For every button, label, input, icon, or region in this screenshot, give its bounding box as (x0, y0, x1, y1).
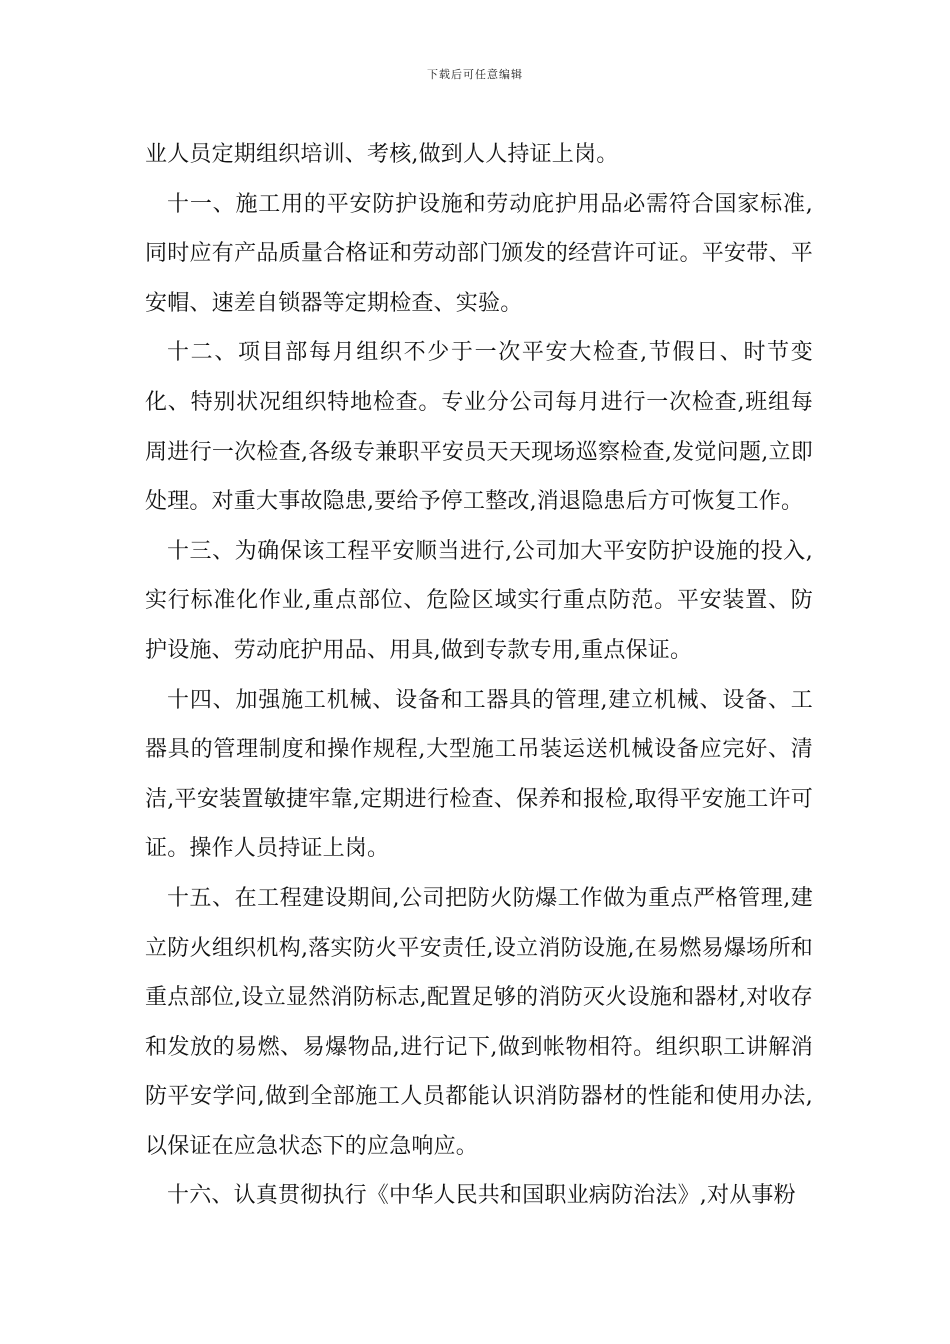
paragraph-item-11: 十一、施工用的平安防护设施和劳动庇护用品必需符合国家标准,同时应有产品质量合格证和劳动部门颁发的经营许可证。平安带、平安帽、速差自锁器等定期检查、实验。 (145, 191, 813, 316)
paragraph-item-14: 十四、加强施工机械、设备和工器具的管理,建立机械、设备、工器具的管理制度和操作规程,大型施工吊装运送机械设备应完好、清洁,平安装置敏捷牢靠,定期进行检查、保养和报检,取得平安施工许可证。操作人员持证上岗。 (145, 687, 813, 862)
paragraph-item-13: 十三、为确保该工程平安顺当进行,公司加大平安防护设施的投入,实行标准化作业,重点部位、危险区域实行重点防范。平安装置、防护设施、劳动庇护用品、用具,做到专款专用,重点保证。 (145, 538, 813, 663)
paragraph-item-16: 十六、认真贯彻执行《中华人民共和国职业病防治法》,对从事粉 (167, 1183, 796, 1209)
document-body (145, 130, 813, 1221)
page-header: 下载后可任意编辑 (427, 68, 523, 81)
paragraph-continuation: 业人员定期组织培训、考核,做到人人持证上岗。 (145, 142, 619, 167)
paragraph-item-15: 十五、在工程建设期间,公司把防火防爆工作做为重点严格管理,建立防火组织机构,落实防火平安责任,设立消防设施,在易燃易爆场所和重点部位,设立显然消防标志,配置足够的消防灭火设施和器材,对收存和发放的易燃、易爆物品,进行记下,做到帐物相符。组织职工讲解消防平安学问,做到全部施工人员都能认识消防器材的性能和使用办法,以保证在应急状态下的应急响应。 (145, 885, 813, 1159)
paragraph-item-12: 十二、项目部每月组织不少于一次平安大检查,节假日、时节变化、特别状况组织特地检查。专业分公司每月进行一次检查,班组每周进行一次检查,各级专兼职平安员天天现场巡察检查,发觉问题,立即处理。对重大事故隐患,要给予停工整改,消退隐患后方可恢复工作。 (145, 340, 813, 515)
